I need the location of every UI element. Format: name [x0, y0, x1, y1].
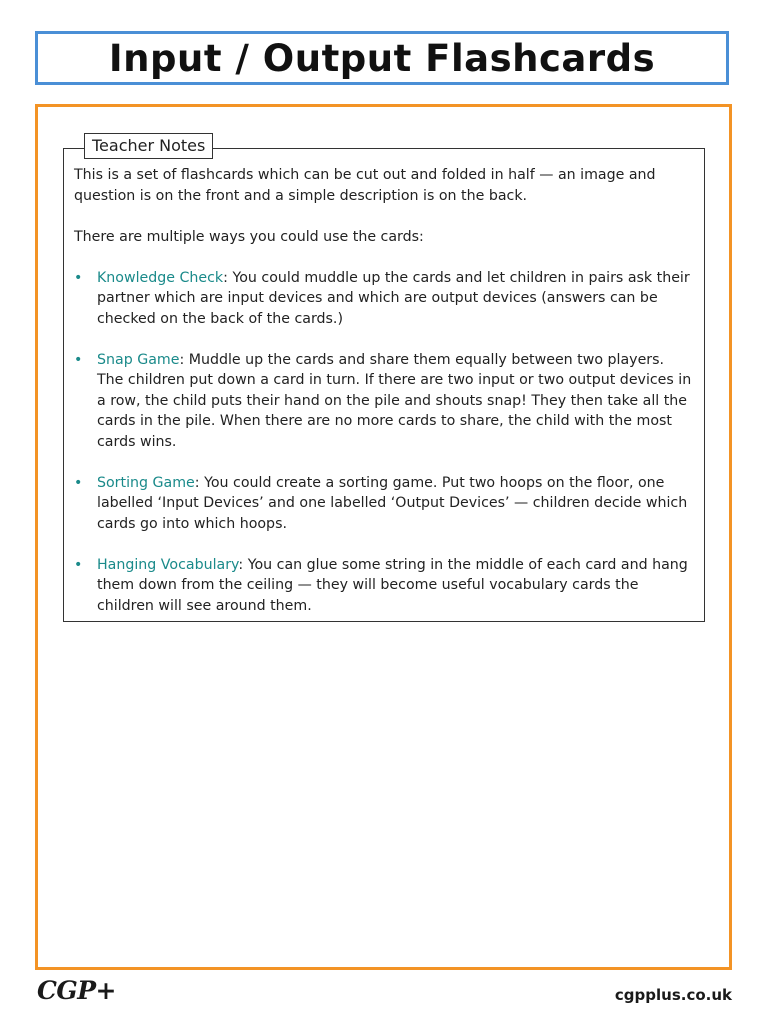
usage-list	[74, 268, 694, 617]
website-url: cgpplus.co.uk	[614, 986, 732, 1004]
list-item-sorting-game	[74, 473, 694, 535]
bullet-text: : You could muddle up the cards and let children in pairs ask their partner which are input devices and which are output devices (answers can be checked on the back of the cards.)	[97, 269, 690, 327]
bullet-title: Hanging Vocabulary	[97, 556, 239, 573]
cgp-logo: CGP+	[37, 976, 116, 1005]
bullet-text: : You can glue some string in the middle of each card and hang them down from the ceiling — they will become useful vocabulary cards the children will see around them.	[97, 556, 688, 614]
bullet-icon: •	[74, 269, 83, 286]
page-title: Input / Output Flashcards	[108, 36, 656, 80]
bullet-title: Snap Game	[97, 351, 180, 368]
list-item-hanging-vocabulary	[74, 555, 694, 617]
intro-paragraph: This is a set of flashcards which can be cut out and folded in half — an image and question is on the front and a simple description is on the back.	[74, 167, 656, 204]
bullet-icon: •	[74, 474, 83, 491]
bullet-text: : Muddle up the cards and share them equally between two players. The children put down a card in turn. If there are two input or two output devices in a row, the child puts their hand on the pile and shouts snap! They then take all the cards in the pile. When there are no more cards to share, the child with the most cards wins.	[97, 351, 692, 450]
list-item-knowledge-check	[74, 268, 694, 330]
teacher-notes-content	[74, 165, 694, 637]
teacher-notes-label: Teacher Notes	[84, 133, 213, 159]
bullet-text: : You could create a sorting game. Put two hoops on the floor, one labelled ‘Input Devices’ and one labelled ‘Output Devices’ — children decide which cards go into which hoops.	[97, 474, 688, 532]
bullet-title: Knowledge Check	[97, 269, 224, 286]
bullet-title: Sorting Game	[97, 474, 195, 491]
ways-paragraph: There are multiple ways you could use the cards:	[74, 228, 424, 245]
bullet-icon: •	[74, 351, 83, 368]
list-item-snap-game	[74, 350, 694, 453]
bullet-icon: •	[74, 556, 83, 573]
title-banner	[35, 31, 729, 85]
